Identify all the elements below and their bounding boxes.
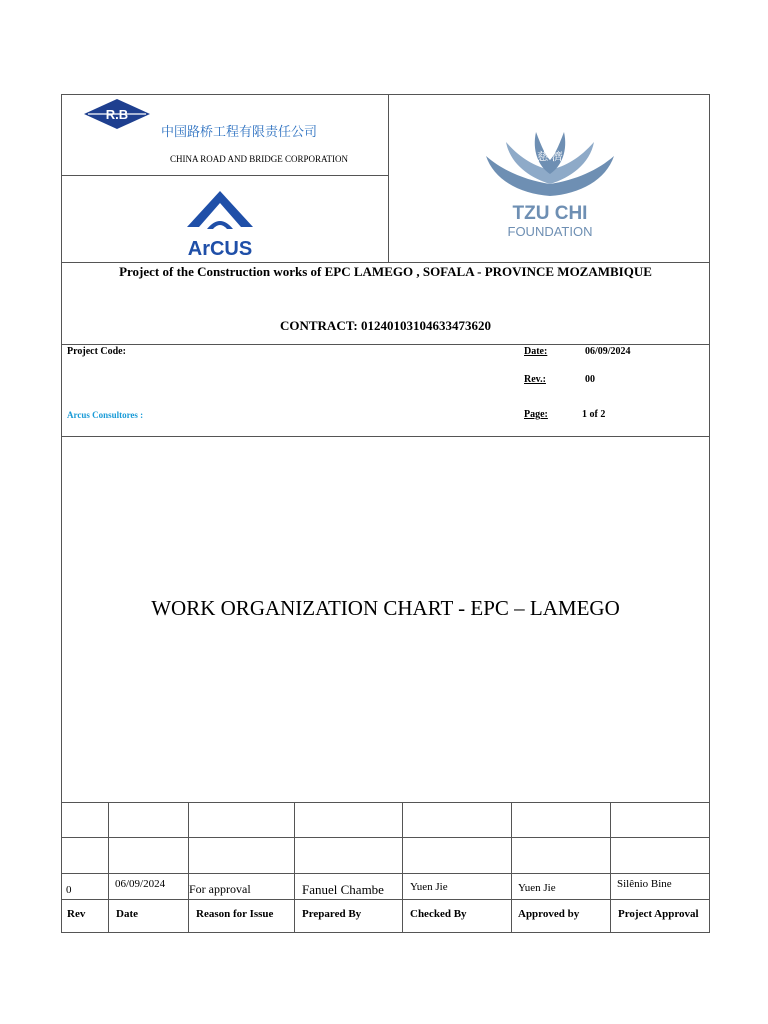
- crb-logo-icon: [82, 97, 152, 131]
- rev-header-rev: Rev: [67, 908, 86, 920]
- document-main-title: WORK ORGANIZATION CHART - EPC – LAMEGO: [151, 596, 620, 620]
- divider-crb-arcus: [61, 175, 388, 176]
- divider-table-row3: [61, 899, 710, 900]
- divider-logos-bottom: [61, 262, 710, 263]
- rev-header-reason: Reason for Issue: [196, 908, 274, 920]
- rev-row-rev: 0: [66, 884, 72, 896]
- tzuchi-sub: FOUNDATION: [507, 224, 593, 239]
- crb-chinese-name: 中国路桥工程有限责任公司: [161, 124, 318, 139]
- rev-row-checked: Yuen Jie: [410, 881, 448, 893]
- contract-number: CONTRACT: 01240103104633473620: [279, 318, 491, 333]
- consultant-label: Arcus Consultores :: [67, 410, 144, 420]
- rev-row-prepared: Fanuel Chambe: [302, 882, 384, 897]
- table-col-line-1: [108, 802, 109, 933]
- rev-row-date: 06/09/2024: [115, 878, 166, 890]
- rev-label: Rev.:: [524, 374, 546, 385]
- divider-table-top: [61, 802, 710, 803]
- crb-logo-text: R.B: [105, 107, 129, 122]
- rev-header-project-approval: Project Approval: [618, 908, 699, 920]
- page-label: Page:: [524, 409, 548, 420]
- rev-row-approved: Yuen Jie: [518, 882, 556, 894]
- page-value: 1 of 2: [582, 409, 606, 420]
- project-code-label: Project Code:: [67, 346, 126, 357]
- table-col-line-4: [402, 802, 403, 933]
- divider-logo-vertical: [388, 94, 389, 262]
- table-col-line-5: [511, 802, 512, 933]
- arcus-logo-text: ArCUS: [187, 238, 253, 259]
- table-col-line-6: [610, 802, 611, 933]
- table-col-line-3: [294, 802, 295, 933]
- crb-english-name: CHINA ROAD AND BRIDGE CORPORATION: [170, 154, 349, 164]
- rev-header-checked: Checked By: [410, 908, 467, 920]
- project-title: Project of the Construction works of EPC LAMEGO , SOFALA - PROVINCE MOZAMBIQUE: [119, 264, 652, 279]
- divider-table-row1: [61, 837, 710, 838]
- rev-row-reason: For approval: [189, 882, 251, 896]
- date-label: Date:: [524, 346, 548, 357]
- rev-header-prepared: Prepared By: [302, 908, 362, 920]
- divider-table-row2: [61, 873, 710, 874]
- table-col-line-2: [188, 802, 189, 933]
- rev-row-project-approval: Silênio Bine: [617, 878, 672, 890]
- tzuchi-lotus-icon: [480, 128, 620, 200]
- rev-header-date: Date: [116, 908, 138, 920]
- rev-header-approved: Approved by: [518, 908, 580, 920]
- date-value: 06/09/2024: [585, 346, 631, 357]
- divider-project-bottom: [61, 344, 710, 345]
- arcus-logo-icon: [175, 187, 265, 259]
- tzuchi-name: TZU CHI: [512, 203, 588, 224]
- tzuchi-glyphs: 慈 濟: [537, 150, 563, 163]
- rev-value: 00: [585, 374, 595, 385]
- divider-info-bottom: [61, 436, 710, 437]
